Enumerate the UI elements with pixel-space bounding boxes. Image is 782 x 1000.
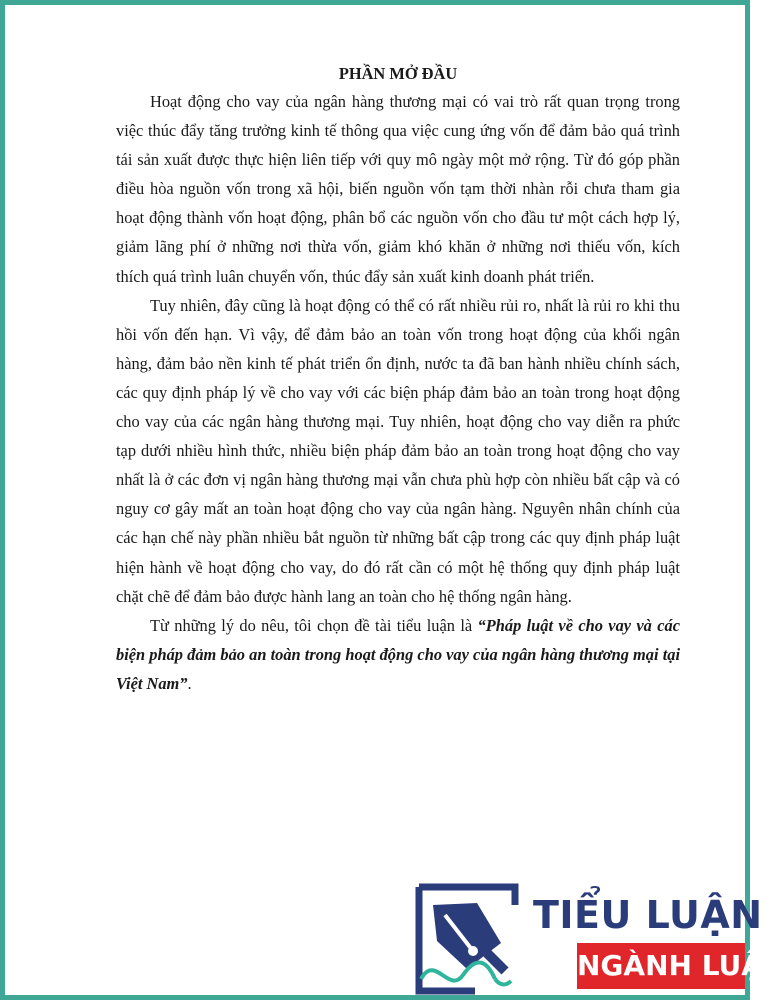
document-body [116,61,680,698]
paragraph-3-end: . [187,673,192,693]
logo-title: TIỂU LUẬN [533,893,763,937]
logo-subtitle-badge [577,943,782,989]
site-logo[interactable] [415,883,782,995]
paragraph-2: Tuy nhiên, đây cũng là hoạt động có thể có rất nhiều rủi ro, nhất là rủi ro khi thu hồi vốn đến hạn. Vì vậy, để đảm bảo an toàn vốn trong hoạt động của khối ngân hàng, đảm bảo nền kinh tế phát triển ổn định, nước ta đã ban hành nhiều chính sách, các quy định pháp lý về cho vay với các biện pháp đảm bảo an toàn trong hoạt động cho vay của các ngân hàng thương mại. Tuy nhiên, hoạt động cho vay diễn ra phức tạp dưới nhiều hình thức, nhiều biện pháp đảm bảo an toàn trong hoạt động cho vay nhất là ở các đơn vị ngân hàng thương mại vẫn chưa phù hợp còn nhiều bất cập và có nguy cơ gây mất an toàn hoạt động cho vay của ngân hàng. Nguyên nhân chính của các hạn chế này phần nhiều bắt nguồn từ những bất cập trong các quy định pháp luật hiện hành về hoạt động cho vay, do đó rất cần có một hệ thống quy định pháp luật chặt chẽ để đảm bảo được hành lang an toàn cho hệ thống ngân hàng. [116,295,680,606]
paragraph-3 [116,611,680,698]
paragraph-3-lead: Từ những lý do nêu, tôi chọn đề tài tiểu luận là [150,615,478,635]
paragraph-1: Hoạt động cho vay của ngân hàng thương mại có vai trò rất quan trọng trong việc thúc đẩy tăng trưởng kinh tế thông qua việc cung ứng vốn để đảm bảo quá trình tái sản xuất được thực hiện liên tiếp với quy mô ngày một mở rộng. Từ đó góp phần điều hòa nguồn vốn trong xã hội, biến nguồn vốn tạm thời nhàn rỗi chưa tham gia hoạt động thành vốn hoạt động, phân bổ các nguồn vốn cho đầu tư một cách hợp lý, giảm lãng phí ở những nơi thừa vốn, giảm khó khăn ở những nơi thiếu vốn, kích thích quá trình luân chuyển vốn, thúc đẩy sản xuất kinh doanh phát triển. [116,92,680,286]
pen-nib-icon [415,883,521,995]
logo-subtitle: NGÀNH LUẬT [577,949,782,982]
thesis-topic: “Pháp luật về cho vay và các biện pháp đảm bảo an toàn trong hoạt động cho vay của ngân hàng thương mại tại Việt Nam” [116,615,680,693]
document-heading: PHẦN MỞ ĐẦU [338,64,458,83]
